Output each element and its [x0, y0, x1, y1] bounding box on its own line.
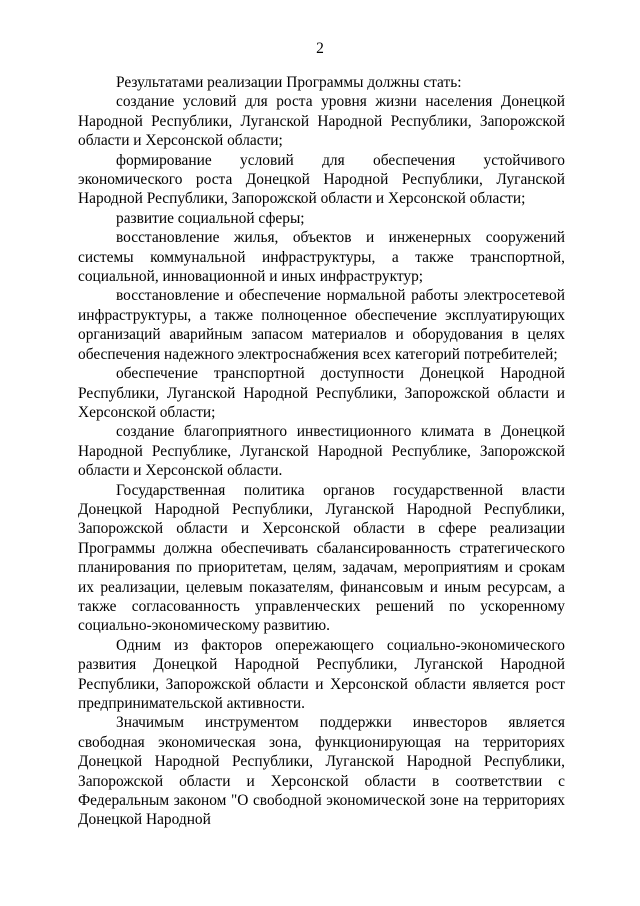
paragraph-infrastructure-restoration: восстановление жилья, объектов и инженерных сооружений системы коммунальной инфраструктуры, а также транспортной, социальной, инновационной и иных инфраструктур;	[78, 229, 565, 286]
paragraph-economic-growth: формирование условий для обеспечения устойчивого экономического роста Донецкой Народной Республики, Луганской Народной Республики, Запорожской области и Херсонской области;	[78, 151, 565, 208]
paragraph-state-policy: Государственная политика органов государственной власти Донецкой Народной Республики, Луганской Народной Республики, Запорожской области и Херсонской области в сфере реализации Программы должна обеспечивать сбалансированность стратегического планирования по приоритетам, целям, задачам, мероприятиям и срокам их реализации, целевым показателям, финансовым и иным ресурсам, а также согласованность управленческих решений по ускоренному социально-экономическому развитию.	[78, 481, 565, 635]
paragraph-living-standards: создание условий для роста уровня жизни населения Донецкой Народной Республики, Луганской Народной Республики, Запорожской области и Херсонской области;	[78, 93, 565, 150]
paragraph-social-sphere: развитие социальной сферы;	[116, 209, 305, 227]
paragraph-business-activity: Одним из факторов опережающего социально-экономического развития Донецкой Народной Республики, Луганской Народной Республики, Запорожской области и Херсонской области является рост предпринимательской активности.	[78, 636, 565, 712]
page-number: 2	[316, 40, 324, 57]
paragraph-intro: Результатами реализации Программы должны стать:	[116, 74, 462, 91]
paragraph-power-grid: восстановление и обеспечение нормальной работы электросетевой инфраструктуры, а также полноценное обеспечение эксплуатирующих организаций аварийным запасом материалов и оборудования в целях обеспечения надежного электроснабжения всех категорий потребителей;	[78, 287, 565, 363]
paragraph-investment-climate: создание благоприятного инвестиционного климата в Донецкой Народной Республике, Луганской Народной Республике, Запорожской области и Херсонской области.	[78, 423, 565, 480]
paragraph-free-economic-zone: Значимым инструментом поддержки инвесторов является свободная экономическая зона, функционирующая на территориях Донецкой Народной Республики, Луганской Народной Республики, Запорожской области и Херсонской области в соответствии с Федеральным законом "О свободной экономической зоне на территориях Донецкой Народной	[78, 714, 565, 829]
document-body	[78, 73, 565, 830]
paragraph-transport-access: обеспечение транспортной доступности Донецкой Народной Республики, Луганской Народной Республики, Запорожской области и Херсонской области;	[78, 365, 565, 421]
